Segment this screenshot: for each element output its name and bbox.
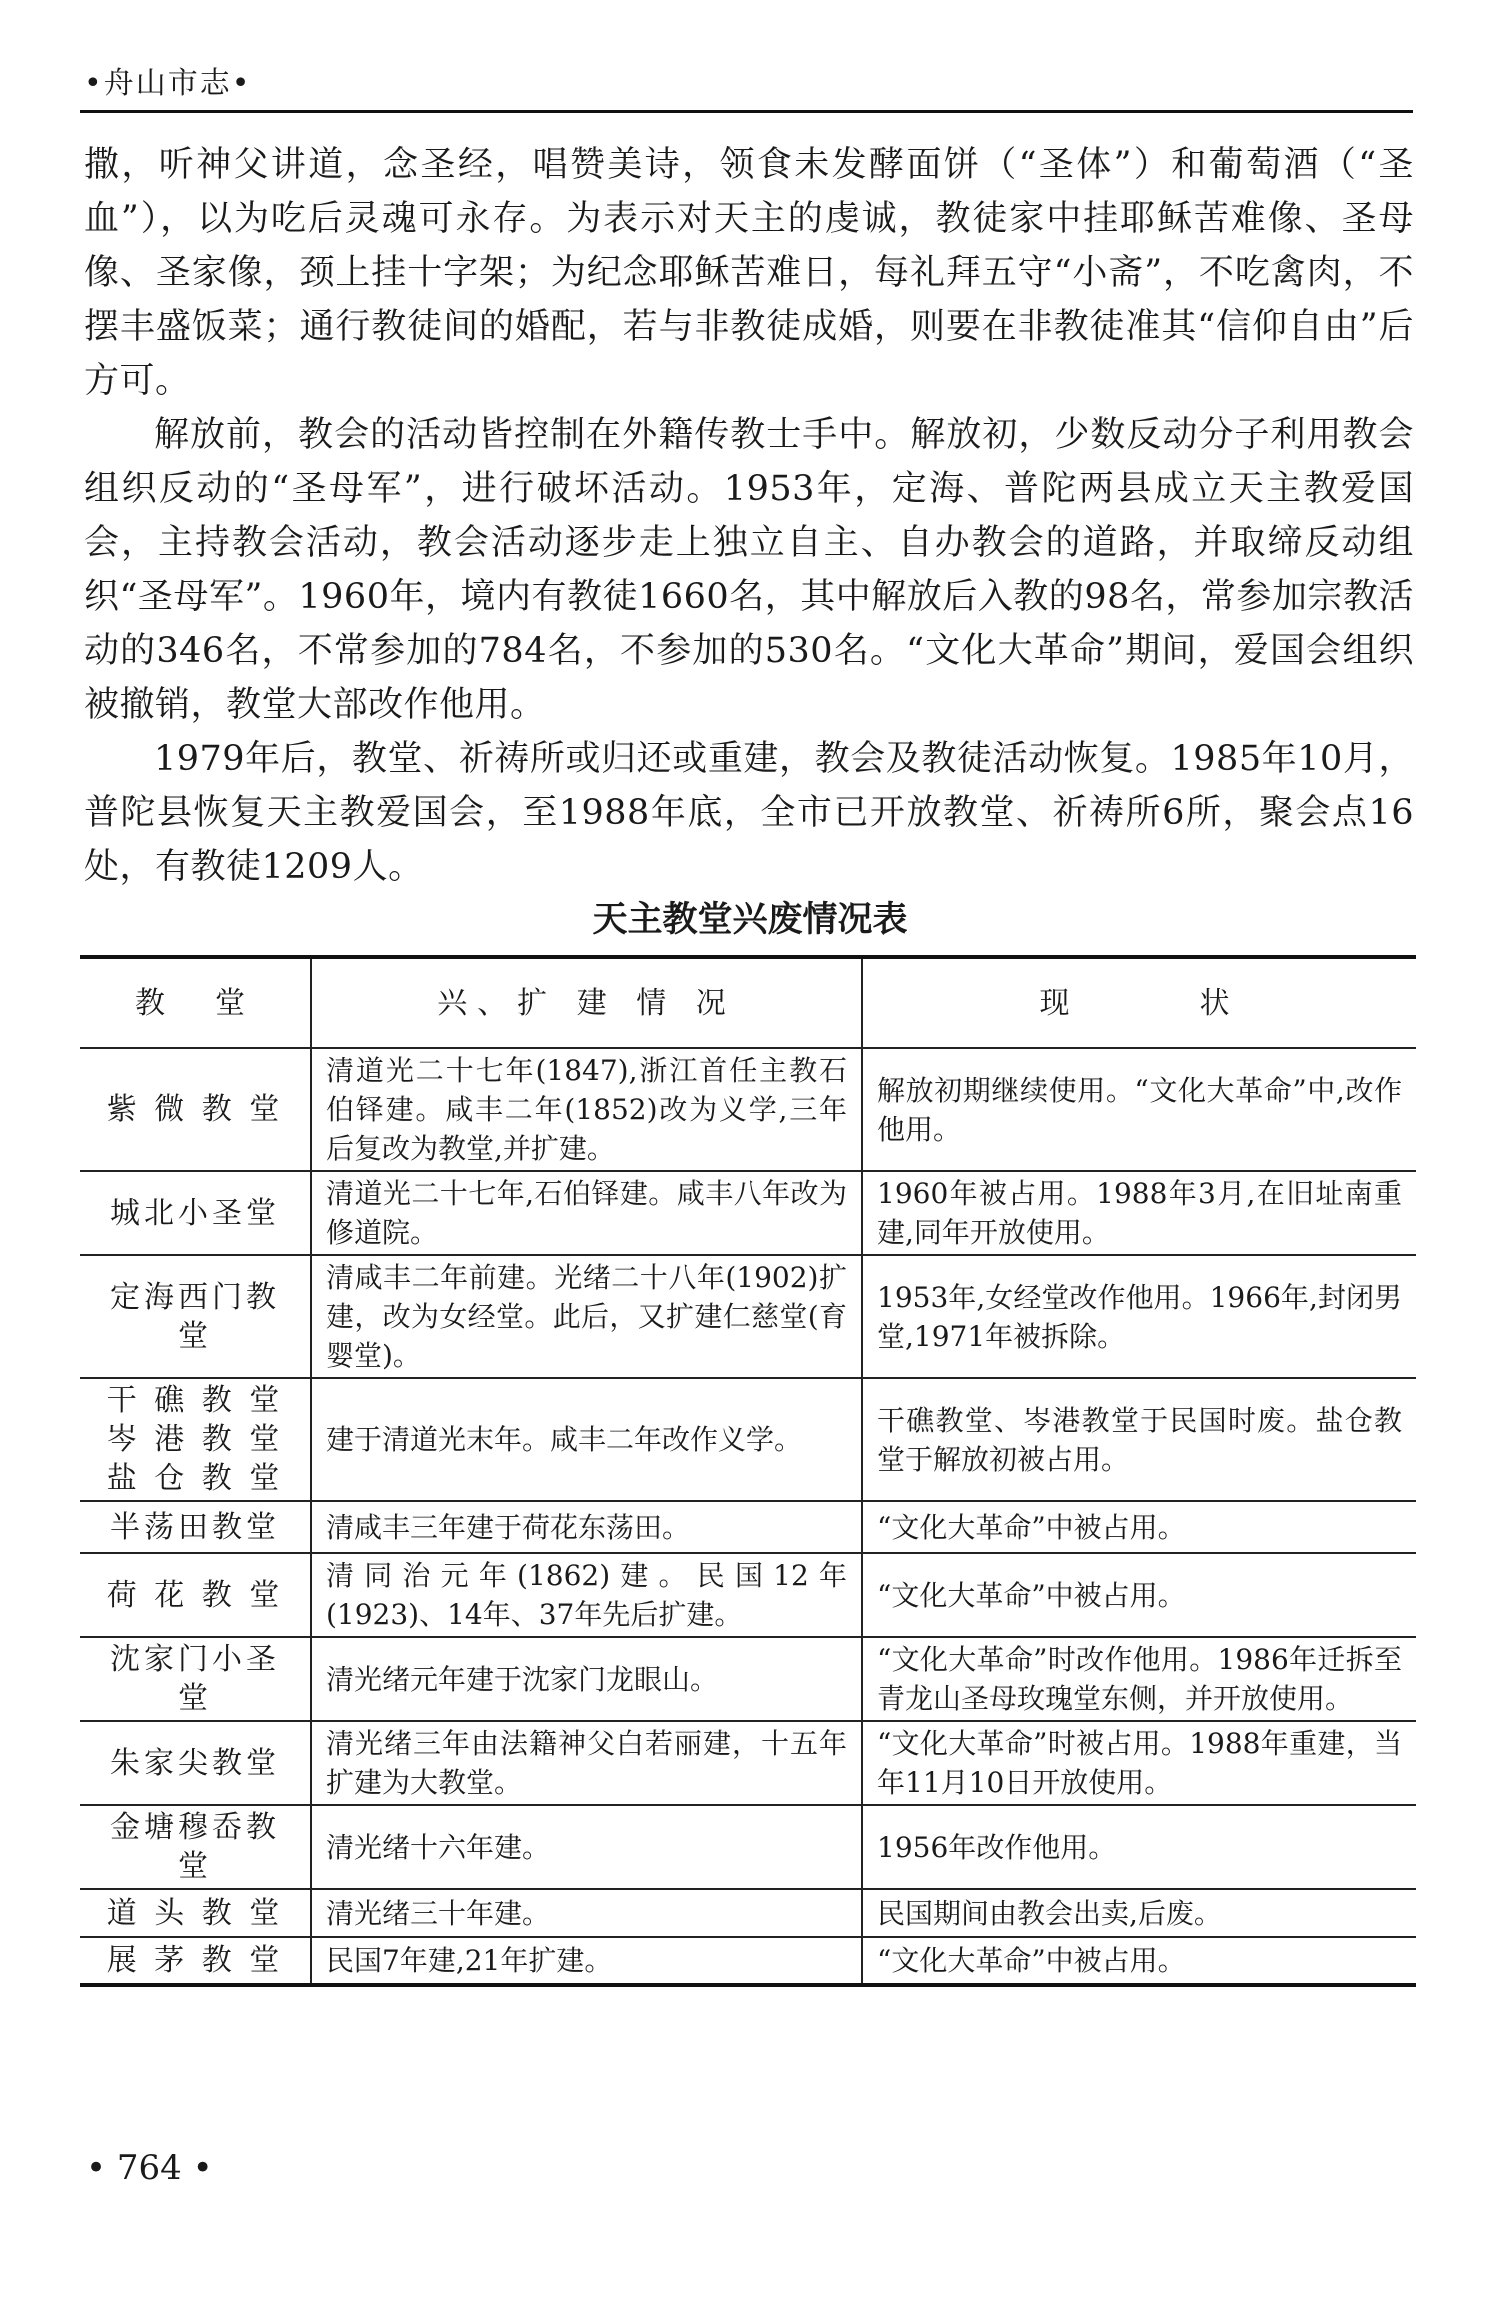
construction-cell: 清道光二十七年(1847),浙江首任主教石伯铎建。咸丰二年(1852)改为义学,三年后复改为教堂,并扩建。 bbox=[311, 1048, 862, 1171]
table-row bbox=[80, 1171, 1416, 1255]
column-header-status: 现 状 bbox=[862, 957, 1416, 1048]
paragraph: 1979年后，教堂、祈祷所或归还或重建，教会及教徒活动恢复。1985年10月，普陀县恢复天主教爱国会，至1988年底，全市已开放教堂、祈祷所6所，聚会点16处，有教徒1209人。 bbox=[84, 739, 1414, 887]
construction-cell: 清光绪三年由法籍神父白若丽建，十五年扩建为大教堂。 bbox=[311, 1721, 862, 1805]
church-name-cell bbox=[80, 1553, 311, 1637]
paragraph: 解放前，教会的活动皆控制在外籍传教士手中。解放初，少数反动分子利用教会组织反动的“圣母军”，进行破坏活动。1953年，定海、普陀两县成立天主教爱国会，主持教会活动，教会活动逐步走上独立自主、自办教会的道路，并取缔反动组织“圣母军”。1960年，境内有教徒1660名，其中解放后入教的98名，常参加宗教活动的346名，不常参加的784名，不参加的530名。“文化大革命”期间，爱国会组织被撤销，教堂大部改作他用。 bbox=[84, 415, 1414, 725]
status-cell: 1956年改作他用。 bbox=[862, 1805, 1416, 1889]
church-name: 半荡田教堂 bbox=[110, 1509, 280, 1545]
construction-cell: 清咸丰二年前建。光绪二十八年(1902)扩建，改为女经堂。此后，又扩建仁慈堂(育婴堂)。 bbox=[311, 1255, 862, 1378]
table-row bbox=[80, 1255, 1416, 1378]
construction-cell: 清光绪十六年建。 bbox=[311, 1805, 862, 1889]
church-name: 紫 微 教 堂 bbox=[106, 1092, 284, 1127]
status-cell: “文化大革命”时改作他用。1986年迁拆至青龙山圣母玫瑰堂东侧，并开放使用。 bbox=[862, 1637, 1416, 1721]
church-name-cell bbox=[80, 1048, 311, 1171]
status-cell: “文化大革命”时被占用。1988年重建，当年11月10日开放使用。 bbox=[862, 1721, 1416, 1805]
table-row bbox=[80, 1637, 1416, 1721]
church-name-cell bbox=[80, 1255, 311, 1378]
church-name: 道 头 教 堂 bbox=[106, 1895, 284, 1931]
column-header-church: 教 堂 bbox=[80, 957, 311, 1048]
table-body bbox=[80, 1048, 1416, 1985]
church-table bbox=[80, 955, 1416, 1987]
church-name: 盐 仓 教 堂 bbox=[106, 1461, 284, 1496]
table-row bbox=[80, 1889, 1416, 1937]
status-cell: 1953年,女经堂改作他用。1966年,封闭男堂,1971年被拆除。 bbox=[862, 1255, 1416, 1378]
status-cell: 1960年被占用。1988年3月,在旧址南重建,同年开放使用。 bbox=[862, 1171, 1416, 1255]
paragraph: 撒，听神父讲道，念圣经，唱赞美诗，领食未发酵面饼（“圣体”）和葡萄酒（“圣血”），以为吃后灵魂可永存。为表示对天主的虔诚，教徒家中挂耶稣苦难像、圣母像、圣家像，颈上挂十字架；为纪念耶稣苦难日，每礼拜五守“小斋”，不吃禽肉，不摆丰盛饭菜；通行教徒间的婚配，若与非教徒成婚，则要在非教徒准其“信仰自由”后方可。 bbox=[84, 145, 1414, 401]
table-row bbox=[80, 1937, 1416, 1985]
column-header-construction: 兴、扩 建 情 况 bbox=[311, 957, 862, 1048]
construction-cell: 清光绪三十年建。 bbox=[311, 1889, 862, 1937]
construction-cell: 清道光二十七年,石伯铎建。咸丰八年改为修道院。 bbox=[311, 1171, 862, 1255]
construction-cell: 建于清道光末年。咸丰二年改作义学。 bbox=[311, 1378, 862, 1501]
table-header-row bbox=[80, 957, 1416, 1048]
church-name-cell bbox=[80, 1501, 311, 1553]
church-name-cell bbox=[80, 1889, 311, 1937]
table-row bbox=[80, 1553, 1416, 1637]
status-cell: “文化大革命”中被占用。 bbox=[862, 1937, 1416, 1985]
church-name: 展 茅 教 堂 bbox=[106, 1943, 284, 1978]
body-text bbox=[84, 138, 1414, 894]
church-name-cell bbox=[80, 1637, 311, 1721]
page-number: • 764 • bbox=[86, 2148, 213, 2188]
church-name-cell bbox=[80, 1805, 311, 1889]
table-row bbox=[80, 1048, 1416, 1171]
construction-cell: 民国7年建,21年扩建。 bbox=[311, 1937, 862, 1985]
church-name: 岑 港 教 堂 bbox=[106, 1422, 284, 1457]
church-name: 朱家尖教堂 bbox=[110, 1745, 280, 1781]
running-head: •舟山市志• bbox=[84, 66, 252, 101]
table-row bbox=[80, 1721, 1416, 1805]
status-cell: “文化大革命”中被占用。 bbox=[862, 1501, 1416, 1553]
church-name: 定海西门教堂 bbox=[110, 1279, 280, 1354]
church-name: 城北小圣堂 bbox=[110, 1195, 280, 1231]
table-header bbox=[80, 957, 1416, 1048]
church-name: 干 礁 教 堂 bbox=[106, 1383, 284, 1418]
church-name: 沈家门小圣堂 bbox=[110, 1642, 280, 1716]
status-cell: 解放初期继续使用。“文化大革命”中,改作他用。 bbox=[862, 1048, 1416, 1171]
status-cell: 干礁教堂、岑港教堂于民国时废。盐仓教堂于解放初被占用。 bbox=[862, 1378, 1416, 1501]
church-name-cell bbox=[80, 1937, 311, 1985]
church-name-cell bbox=[80, 1171, 311, 1255]
status-cell: “文化大革命”中被占用。 bbox=[862, 1553, 1416, 1637]
church-name: 荷 花 教 堂 bbox=[106, 1577, 284, 1613]
table-row bbox=[80, 1501, 1416, 1553]
header-rule bbox=[80, 110, 1413, 113]
status-cell: 民国期间由教会出卖,后废。 bbox=[862, 1889, 1416, 1937]
church-name: 金塘穆岙教堂 bbox=[110, 1810, 280, 1884]
table-row bbox=[80, 1805, 1416, 1889]
construction-cell: 清咸丰三年建于荷花东荡田。 bbox=[311, 1501, 862, 1553]
church-name-cell bbox=[80, 1721, 311, 1805]
construction-cell: 清同治元年(1862)建。民国12年(1923)、14年、37年先后扩建。 bbox=[311, 1553, 862, 1637]
church-name-cell bbox=[80, 1378, 311, 1501]
construction-cell: 清光绪元年建于沈家门龙眼山。 bbox=[311, 1637, 862, 1721]
table-title: 天主教堂兴废情况表 bbox=[592, 900, 908, 940]
table-row bbox=[80, 1378, 1416, 1501]
